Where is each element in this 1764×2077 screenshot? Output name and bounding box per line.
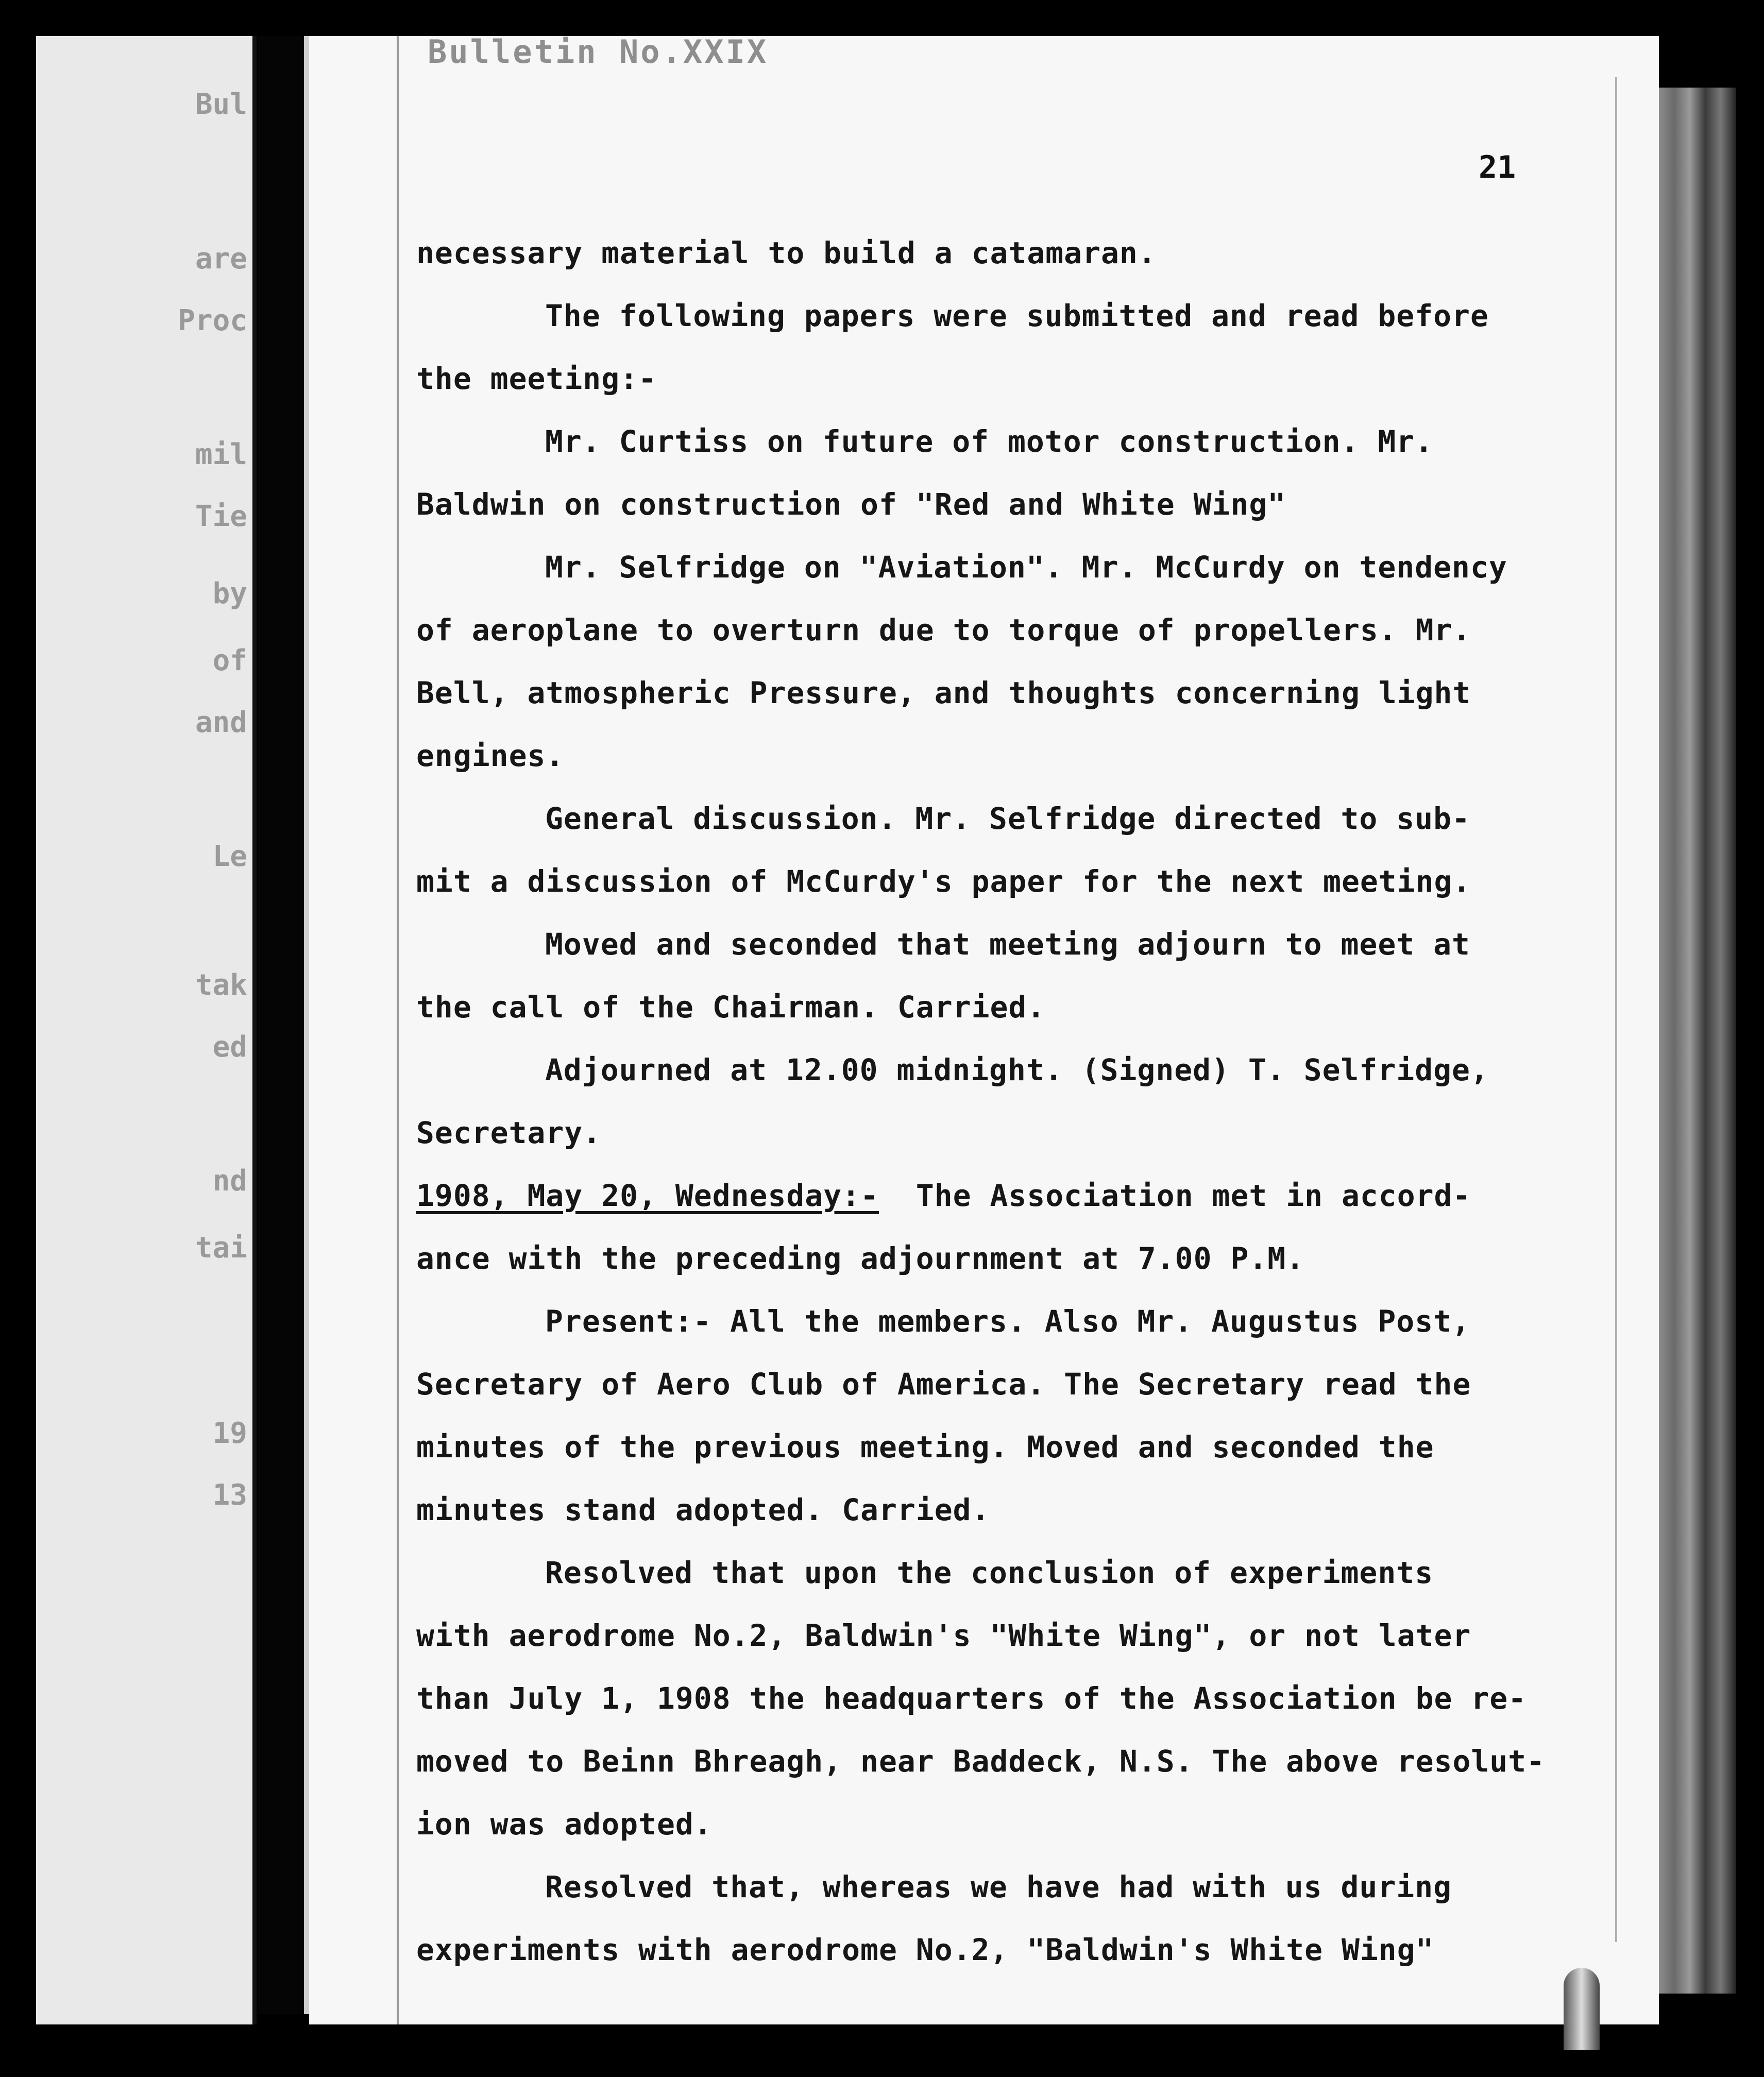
left-fragment: Proc <box>178 304 247 337</box>
left-fragment: 13 <box>212 1478 247 1512</box>
entry-date: 1908, May 20, Wednesday:- <box>416 1178 879 1213</box>
text-line: experiments with aerodrome No.2, "Baldwin's White Wing" <box>416 1932 1434 1967</box>
text-line: with aerodrome No.2, Baldwin's "White Wing", or not later <box>416 1618 1471 1653</box>
text-line: moved to Beinn Bhreagh, near Baddeck, N.S. The above resolut- <box>416 1744 1546 1779</box>
text-line: Mr. Curtiss on future of motor construction. Mr. <box>545 424 1434 459</box>
text-line: Resolved that upon the conclusion of experiments <box>545 1555 1434 1590</box>
text-line: Bell, atmospheric Pressure, and thoughts concerning light <box>416 675 1471 710</box>
right-margin-rule <box>1615 77 1617 1942</box>
page-number: 21 <box>1479 149 1516 185</box>
text-line: ance with the preceding adjournment at 7.00 P.M. <box>416 1241 1305 1276</box>
dated-entry-line <box>416 1164 1560 1227</box>
text-line: than July 1, 1908 the headquarters of the Association be re- <box>416 1681 1527 1716</box>
typewritten-body <box>416 222 1560 1981</box>
book-gutter <box>258 36 304 2014</box>
text-line: Adjourned at 12.00 midnight. (Signed) T. Selfridge, <box>545 1052 1489 1087</box>
left-fragment: of <box>212 644 247 677</box>
left-fragment: tak <box>195 968 247 1002</box>
text-line: the meeting:- <box>416 361 657 396</box>
text-line: mit a discussion of McCurdy's paper for the next meeting. <box>416 864 1471 899</box>
left-margin-rule <box>397 36 399 2024</box>
text-line: General discussion. Mr. Selfridge directed to sub- <box>545 801 1470 836</box>
text-line: ion was adopted. <box>416 1807 713 1842</box>
text-line: The Association met in accord- <box>878 1178 1471 1213</box>
text-line: Mr. Selfridge on "Aviation". Mr. McCurdy on tendency <box>545 550 1507 585</box>
left-fragment: 19 <box>212 1417 247 1450</box>
pen-pointer <box>1564 1968 1600 2050</box>
left-fragment: ed <box>212 1030 247 1064</box>
text-line: necessary material to build a catamaran. <box>416 235 1157 270</box>
left-fragment: Bul <box>195 88 247 121</box>
running-header: Bulletin No.XXIX <box>428 33 769 71</box>
text-line: Present:- All the members. Also Mr. Augustus Post, <box>545 1304 1470 1339</box>
text-line: Secretary. <box>416 1115 602 1150</box>
text-line: the call of the Chairman. Carried. <box>416 990 1046 1025</box>
left-fragment: Tie <box>195 500 247 533</box>
text-line: minutes stand adopted. Carried. <box>416 1492 990 1527</box>
text-line: Secretary of Aero Club of America. The Secretary read the <box>416 1367 1471 1402</box>
text-line: The following papers were submitted and read before <box>545 298 1489 333</box>
text-line: Resolved that, whereas we have had with us during <box>545 1869 1452 1904</box>
left-fragment: nd <box>212 1164 247 1198</box>
left-fragment: tai <box>195 1231 247 1265</box>
left-fragment: are <box>195 242 247 276</box>
stacked-page-edges <box>1659 88 1736 1994</box>
text-line: Baldwin on construction of "Red and White Wing" <box>416 487 1286 522</box>
left-fragment: by <box>212 577 247 610</box>
text-line: minutes of the previous meeting. Moved and seconded the <box>416 1429 1434 1465</box>
previous-page-edge <box>36 36 257 2024</box>
text-line: Moved and seconded that meeting adjourn to meet at <box>545 927 1470 962</box>
text-line: engines. <box>416 738 565 773</box>
left-fragment: and <box>195 706 247 739</box>
left-fragment: mil <box>195 438 247 471</box>
text-line: of aeroplane to overturn due to torque of propellers. Mr. <box>416 612 1471 648</box>
left-fragment: Le <box>212 840 247 873</box>
previous-page-fragments <box>52 88 247 1994</box>
